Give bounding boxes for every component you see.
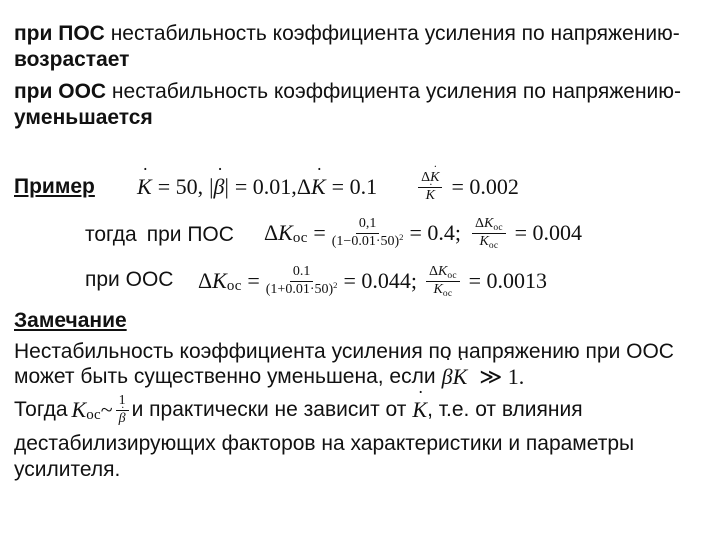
remark-line-5: усилителя. (14, 458, 121, 481)
pos-calc: Δ K ос = $\frac{0,1}{(1-0.01\cdot 50)^2}$ = 0.4; $\frac{\Delta K_{ос}}{K_{ос}}$ = 0.004 (264, 215, 583, 251)
pos-result: возрастает (14, 48, 130, 71)
then-word: тогда (85, 223, 137, 246)
oos-statement (14, 80, 681, 104)
dk-value: = 0.1 (331, 174, 378, 199)
oos-text: нестабильность коэффициента усиления по напряжению- (106, 80, 682, 103)
pos-ratio-result: = 0.004 (514, 220, 583, 245)
pos-abbr: при ПОС (14, 22, 105, 45)
oos-abbr: при ООС (14, 80, 107, 103)
pos-fraction: $\frac{0,1}{(1-0.01\cdot 50)^2}$ (331, 215, 404, 249)
oos-result: уменьшается (14, 106, 153, 129)
oos-example-label: при ООС (85, 268, 174, 291)
beta-value: = 0.01, (234, 174, 297, 199)
oos-dk-result: = 0.044; (343, 268, 418, 293)
oos-ratio-result: = 0.0013 (468, 268, 548, 293)
oos-numerator: 0.1 (290, 265, 314, 282)
ratio-fraction: $\frac{\Delta K ˙}{K}$ ˙ (418, 171, 442, 203)
oos-calc: Δ K ос = $\frac{0.1}{(1+0.01\cdot 50)^2}$ = 0.044; $\frac{\Delta K_{ос}}{K_{ос}}$ = 0.0013 (198, 263, 548, 299)
remark-line-4: дестабилизирующих факторов на характеристики и параметры (14, 432, 635, 455)
remark-condition: ≫ 1. (479, 364, 525, 389)
remark-line-3: Тогда K ос ~ $\frac{1}{\beta}$ ˙ и практически не зависит от K ˙ , т.е. от влияния (14, 394, 583, 426)
pos-dk-result: = 0.4; (409, 220, 462, 245)
oos-ratio-fraction: $\frac{\Delta K_{ос}}{K_{ос}}$ (426, 265, 460, 297)
pos-numerator: 0,1 (356, 217, 380, 234)
remark-line-1: Нестабильность коэффициента усиления по напряжению при ООС (14, 340, 674, 363)
pos-text: нестабильность коэффициента усиления по напряжению- (104, 22, 680, 45)
ratio-value: = 0.002 (451, 174, 519, 199)
example-heading: Пример (14, 175, 95, 198)
example-givens: K ˙ = 50, | β ˙ | = 0.01, Δ K ˙ = 0.1 $\frac{\Delta K ˙}{K}$ ˙ = 0.002 (137, 164, 519, 210)
pos-example-label: при ПОС (146, 223, 234, 246)
k-value: = 50, (157, 174, 204, 199)
pos-statement (14, 22, 680, 46)
remark-heading: Замечание (14, 309, 127, 332)
then-label (85, 223, 234, 247)
remark-line-2: может быть существенно уменьшена, если β ˙ K ˙ ≫ 1. (14, 364, 524, 390)
oos-denominator: (1+0.01·50) (265, 281, 334, 297)
oos-fraction: $\frac{0.1}{(1+0.01\cdot 50)^2}$ (265, 263, 338, 297)
pos-ratio-fraction: $\frac{\Delta K_{ос}}{K_{ос}}$ (472, 217, 506, 249)
pos-denominator: (1−0.01·50) (331, 233, 400, 249)
